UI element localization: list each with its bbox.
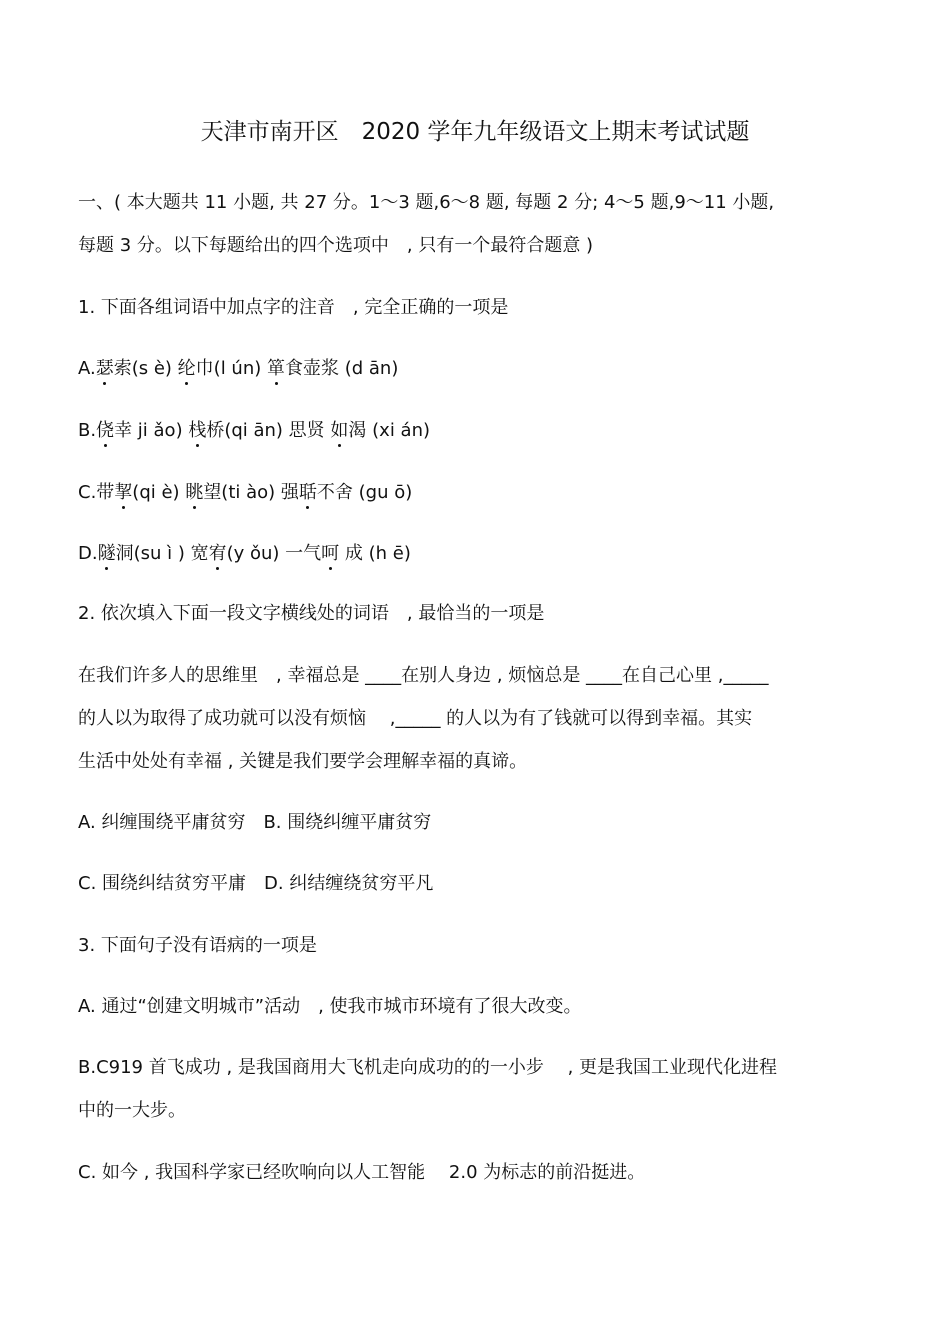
dotted-character: 挈 — [114, 482, 133, 503]
dotted-character: 聒 — [298, 482, 317, 503]
option-text: 幸 ji ǎo) — [114, 420, 183, 441]
dotted-character: 箪 — [267, 358, 285, 379]
dotted-character: 栈 — [188, 420, 207, 441]
dotted-character: 如 — [330, 420, 349, 441]
question-1-stem: 1. 下面各组词语中加点字的注音 , 完全正确的一项是 — [78, 297, 509, 318]
option-text: A. — [78, 358, 96, 379]
option-text: C.带 — [78, 482, 115, 503]
dotted-character: 瑟 — [95, 358, 114, 379]
question-2-passage-line-3: 生活中处处有幸福 , 关键是我们要学会理解幸福的真谛。 — [78, 751, 528, 772]
dotted-character: 呵 — [321, 543, 340, 564]
option-text: 不舍 (gu ō) — [316, 482, 413, 503]
option-text: 洞(su ì ) 宽 — [115, 543, 209, 564]
option-text: (qi è) — [132, 482, 180, 503]
option-text: D. — [78, 543, 98, 564]
option-text: 索(s è) — [113, 358, 172, 379]
dotted-character: 隧 — [97, 543, 116, 564]
question-1-option-b — [78, 420, 878, 442]
question-3-option-c: C. 如今 , 我国科学家已经吹响向以人工智能 2.0 为标志的前沿挺进。 — [78, 1162, 646, 1183]
option-text: 渴 (xi án) — [348, 420, 431, 441]
dotted-character: 眺 — [185, 482, 204, 503]
option-text: 望(ti ào) 强 — [203, 482, 299, 503]
dotted-character: 宥 — [208, 543, 227, 564]
option-text: B. — [78, 420, 97, 441]
question-1-option-d — [78, 543, 878, 565]
option-text: (y ǒu) 一气 — [226, 543, 322, 564]
question-3-option-b-line-1: B.C919 首飞成功 , 是我国商用大飞机走向成功的的一小步 , 更是我国工业现代化进程 — [78, 1057, 778, 1078]
dotted-character: 纶 — [177, 358, 196, 379]
question-3-stem: 3. 下面句子没有语病的一项是 — [78, 935, 317, 956]
question-2-passage-line-2: 的人以为取得了成功就可以没有烦恼 ,_____ 的人以为有了钱就可以得到幸福。其实 — [78, 708, 753, 729]
section-instructions-line-2: 每题 3 分。以下每题给出的四个选项中 , 只有一个最符合题意 ) — [78, 235, 594, 256]
question-2-options-cd: C. 围绕纠结贫穷平庸 D. 纠结缠绕贫穷平凡 — [78, 873, 434, 894]
question-2-stem: 2. 依次填入下面一段文字横线处的词语 , 最恰当的一项是 — [78, 603, 545, 624]
section-instructions-line-1: 一、( 本大题共 11 小题, 共 27 分。1～3 题,6～8 题, 每题 2 分; 4～5 题,9～11 小题, — [78, 192, 775, 213]
question-1-option-c — [78, 482, 878, 504]
question-2-passage-line-1: 在我们许多人的思维里 , 幸福总是 ____在别人身边 , 烦恼总是 ____在自己心里 ,_____ — [78, 665, 769, 686]
option-text: 巾(l ún) — [195, 358, 262, 379]
document-title: 天津市南开区 2020 学年九年级语文上期末考试试题 — [200, 119, 750, 145]
question-1-option-a — [78, 358, 878, 380]
question-3-option-a: A. 通过“创建文明城市”活动 , 使我市城市环境有了很大改变。 — [78, 996, 582, 1017]
option-text: 成 (h ē) — [339, 543, 411, 564]
question-3-option-b-line-2: 中的一大步。 — [78, 1100, 186, 1121]
dotted-character: 侥 — [96, 420, 115, 441]
question-2-options-ab: A. 纠缠围绕平庸贫穷 B. 围绕纠缠平庸贫穷 — [78, 812, 432, 833]
option-text: 食壶浆 (d ān) — [285, 358, 399, 379]
option-text: 桥(qi ān) 思贤 — [206, 420, 325, 441]
